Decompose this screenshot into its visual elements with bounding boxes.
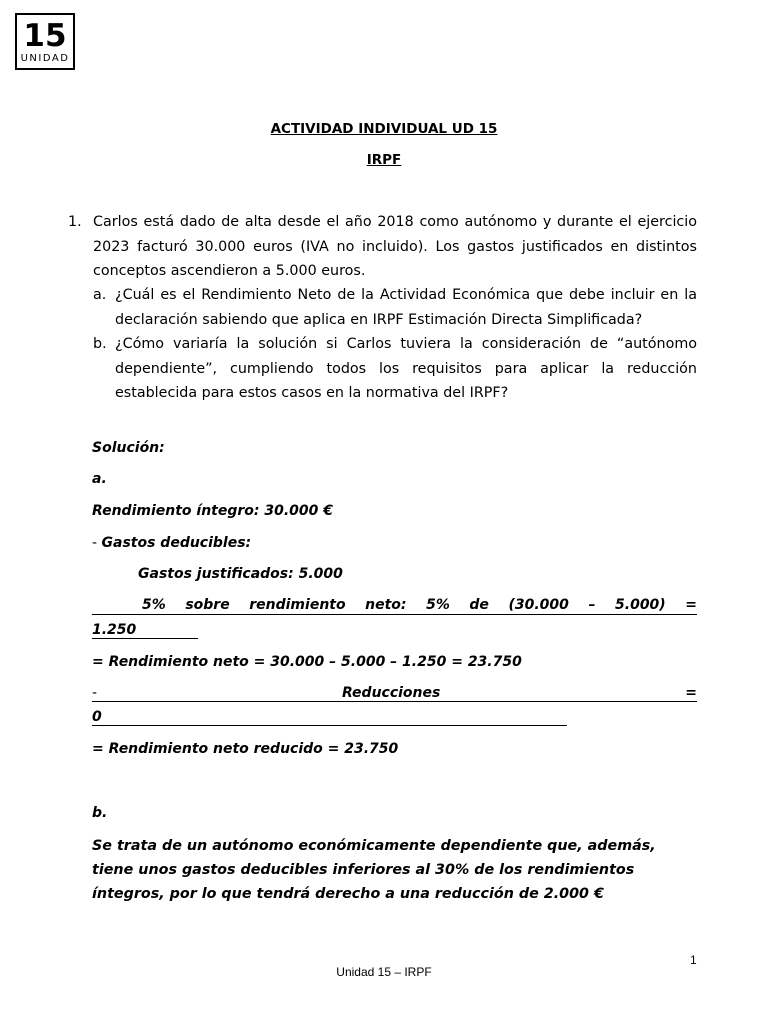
rendimiento-neto-reducido: = Rendimiento neto reducido = 23.750: [92, 741, 399, 757]
page-footer: Unidad 15 – IRPF: [336, 965, 432, 979]
gastos-deducibles: Gastos deducibles:: [101, 535, 252, 551]
reducciones-value: 0: [92, 709, 102, 725]
solution-a-label: a.: [92, 471, 107, 487]
gastos-justificados: Gastos justificados: 5.000: [138, 566, 343, 582]
reducciones-row: [92, 685, 697, 701]
five-pct-word: 5%: [426, 597, 450, 613]
underline-divider: [92, 701, 697, 702]
solution-b-text: Se trata de un autónomo económicamente dependiente que, además, tiene unos gastos deducibles inferiores al 30% de los rendimientos íntegros, por lo que tendrá derecho a una reducción de 2.000 €: [92, 838, 656, 902]
sub-question-b-text: ¿Cómo variaría la solución si Carlos tuviera la consideración de “autónomo dependiente”, cumpliendo todos los requisitos para aplicar la reducción establecida para estos casos en la normativa del IRPF?: [115, 336, 697, 401]
five-pct-word: rendimiento: [249, 597, 346, 613]
unit-label: UNIDAD: [20, 53, 70, 64]
reducciones-equals: =: [685, 685, 697, 701]
reducciones-minus: -: [92, 685, 98, 701]
page-title: ACTIVIDAD INDIVIDUAL UD 15: [270, 121, 498, 137]
solution-heading: Solución:: [92, 440, 165, 456]
underline-divider: [92, 638, 198, 639]
five-pct-word: neto:: [365, 597, 407, 613]
five-pct-word: (30.000: [508, 597, 569, 613]
gastos-prefix: -: [92, 535, 102, 551]
five-percent-result: 1.250: [92, 622, 137, 638]
rendimiento-integro: Rendimiento íntegro: 30.000 €: [92, 503, 334, 519]
five-pct-word: 5%: [142, 597, 166, 613]
rendimiento-neto: = Rendimiento neto = 30.000 – 5.000 – 1.250 = 23.750: [92, 654, 522, 670]
question-number: 1.: [68, 214, 82, 230]
underline-divider: [92, 614, 697, 615]
sub-question-a-text: ¿Cuál es el Rendimiento Neto de la Actividad Económica que debe incluir en la declaración sabiendo que aplica en IRPF Estimación Directa Simplificada?: [115, 287, 697, 328]
sub-question-b-letter: b.: [93, 336, 107, 352]
five-pct-word: 5.000): [615, 597, 666, 613]
page-subtitle: IRPF: [366, 152, 402, 168]
reducciones-label: Reducciones: [341, 685, 441, 701]
five-pct-word: de: [469, 597, 489, 613]
solution-b-label: b.: [92, 805, 108, 821]
gastos-deducibles-line: [92, 535, 251, 551]
unit-badge: [15, 13, 75, 70]
question-text: Carlos está dado de alta desde el año 2018 como autónomo y durante el ejercicio 2023 facturó 30.000 euros (IVA no incluido). Los gastos justificados en distintos conceptos ascendieron a 5.000 euros.: [93, 214, 697, 279]
five-percent-row: [92, 597, 697, 613]
five-pct-word: =: [685, 597, 697, 613]
sub-question-a-letter: a.: [93, 287, 107, 303]
five-pct-word: –: [588, 597, 596, 613]
page-number: 1: [690, 953, 697, 967]
unit-number: 15: [23, 18, 67, 54]
five-pct-word: sobre: [185, 597, 230, 613]
underline-divider: [92, 725, 567, 726]
